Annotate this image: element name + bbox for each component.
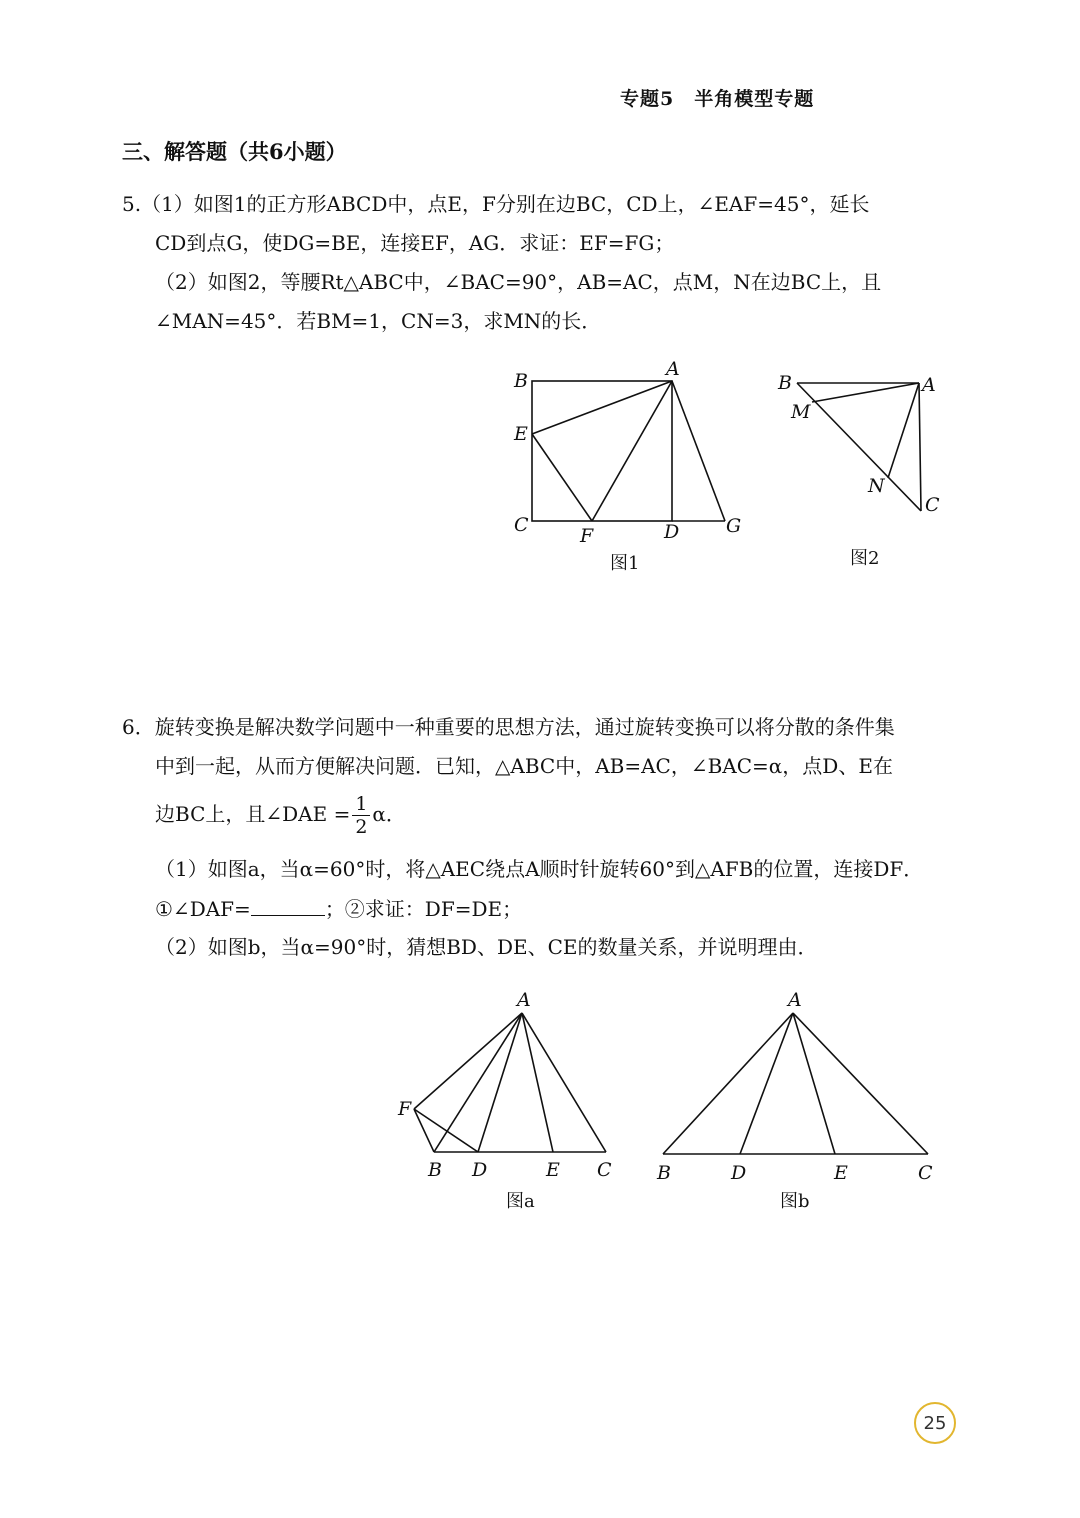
figa-caption: 图a xyxy=(506,1191,535,1212)
figb-caption: 图b xyxy=(780,1191,810,1212)
figure-a xyxy=(390,985,630,1220)
figa-label-d: D xyxy=(472,1159,488,1181)
fraction-denominator: 2 xyxy=(355,816,368,838)
figa-label-b: B xyxy=(428,1159,442,1181)
figure-2 xyxy=(770,365,960,575)
fig2-caption: 图2 xyxy=(850,548,880,569)
figb-label-c: C xyxy=(918,1162,933,1184)
half-fraction xyxy=(352,793,370,838)
q5-line-2: CD到点G，使DG=BE，连接EF，AG．求证：EF=FG； xyxy=(155,231,675,255)
fig1-label-b: B xyxy=(514,370,528,392)
q6-line-5-suffix: ；②求证：DF=DE； xyxy=(324,897,523,921)
q6-line-5-prefix: ①∠DAF= xyxy=(155,897,251,921)
fig1-label-f: F xyxy=(580,525,594,547)
figb-label-e: E xyxy=(834,1162,848,1184)
q6-line-1: 6．旋转变换是解决数学问题中一种重要的思想方法，通过旋转变换可以将分散的条件集 xyxy=(122,715,895,739)
q5-line-1: 5.（1）如图1的正方形ABCD中，点E，F分别在边BC，CD上，∠EAF=45°，延长 xyxy=(122,192,870,216)
fig1-label-c: C xyxy=(514,514,529,536)
q6-line-2: 中到一起，从而方便解决问题．已知，△ABC中，AB=AC，∠BAC=α，点D、E在 xyxy=(155,754,893,778)
fig1-caption: 图1 xyxy=(610,553,640,574)
fig2-label-m: M xyxy=(791,401,811,423)
figure-1 xyxy=(500,355,770,585)
page-header: 专题5 半角模型专题 xyxy=(620,88,815,110)
fig1-label-a: A xyxy=(666,358,680,380)
q6-line-3-alpha: α． xyxy=(372,802,406,826)
fig1-label-e: E xyxy=(514,423,528,445)
answer-blank xyxy=(251,895,325,916)
q6-line-3 xyxy=(155,793,406,838)
figb-label-a: A xyxy=(788,989,802,1011)
fraction-numerator: 1 xyxy=(352,793,370,816)
figa-label-c: C xyxy=(597,1159,612,1181)
figb-label-b: B xyxy=(657,1162,671,1184)
section-title: 三、解答题（共6小题） xyxy=(122,139,347,164)
q6-line-6: （2）如图b，当α=90°时，猜想BD、DE、CE的数量关系，并说明理由． xyxy=(155,935,818,959)
figb-label-d: D xyxy=(731,1162,747,1184)
figure-b xyxy=(645,985,950,1220)
fig2-label-b: B xyxy=(778,372,792,394)
q6-line-3-text: 边BC上，且∠DAE = xyxy=(155,802,351,826)
q6-line-4: （1）如图a，当α=60°时，将△AEC绕点A顺时针旋转60°到△AFB的位置，连接DF． xyxy=(155,857,924,881)
figa-label-f: F xyxy=(398,1098,412,1120)
fig2-label-n: N xyxy=(868,475,885,497)
page-number: 25 xyxy=(914,1402,956,1444)
figa-label-e: E xyxy=(546,1159,560,1181)
q5-line-4: ∠MAN=45°．若BM=1，CN=3，求MN的长． xyxy=(155,309,602,333)
fig1-label-g: G xyxy=(726,515,742,537)
figa-label-a: A xyxy=(517,989,531,1011)
fig2-label-c: C xyxy=(925,494,940,516)
fig1-label-d: D xyxy=(664,521,680,543)
q6-line-5 xyxy=(155,895,522,922)
fig2-label-a: A xyxy=(922,374,936,396)
q5-line-3: （2）如图2，等腰Rt△ABC中，∠BAC=90°，AB=AC，点M，N在边BC上，且 xyxy=(155,270,882,294)
